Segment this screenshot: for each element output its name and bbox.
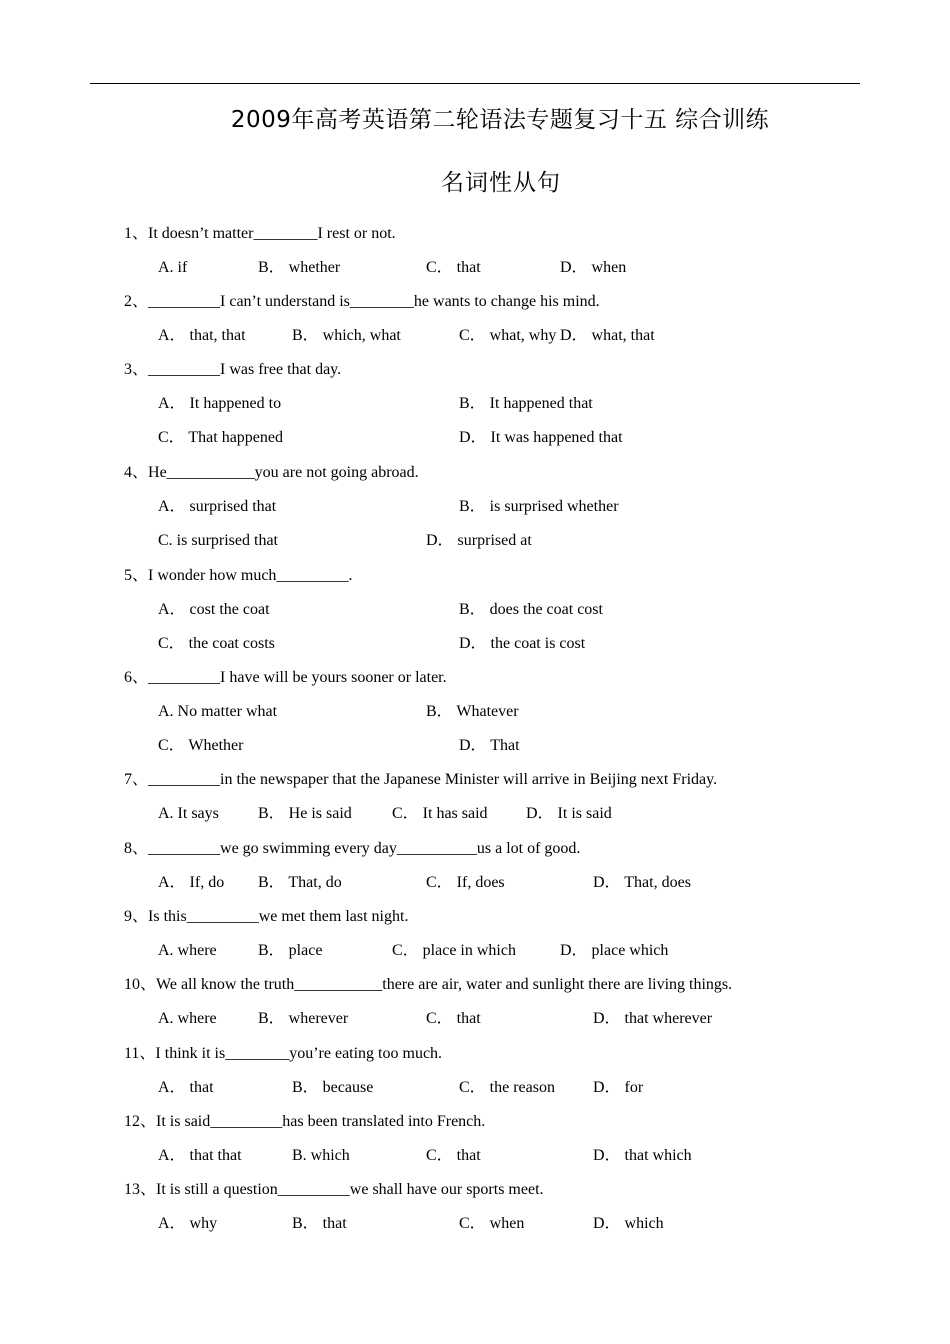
answer-option[interactable]: C． that bbox=[426, 259, 481, 276]
answer-option[interactable]: C． That happened bbox=[158, 429, 284, 446]
answer-option[interactable]: B． is surprised whether bbox=[459, 498, 619, 515]
answer-option[interactable]: A． cost the coat bbox=[158, 601, 270, 618]
answer-option[interactable]: C． that bbox=[426, 1010, 481, 1027]
answer-option[interactable]: B. which bbox=[292, 1147, 350, 1164]
answer-option[interactable]: B． place bbox=[258, 942, 323, 959]
answer-option[interactable]: D． surprised at bbox=[426, 532, 532, 549]
question-text: I can’t understand is bbox=[220, 293, 350, 310]
question-text: in the newspaper that the Japanese Minister will arrive in Beijing next Friday. bbox=[220, 771, 718, 788]
question-text: It doesn’t matter bbox=[148, 225, 254, 242]
question-stem bbox=[124, 907, 408, 927]
question-stem bbox=[124, 668, 447, 688]
answer-option[interactable]: C． when bbox=[459, 1215, 525, 1232]
answer-option[interactable]: A. It says bbox=[158, 805, 219, 822]
answer-option[interactable]: B． It happened that bbox=[459, 395, 593, 412]
answer-option[interactable]: A． It happened to bbox=[158, 395, 282, 412]
question-number: 12、 bbox=[124, 1113, 157, 1130]
answer-option[interactable]: D． what, that bbox=[560, 327, 655, 344]
answer-option[interactable]: B． He is said bbox=[258, 805, 352, 822]
answer-option[interactable]: A． surprised that bbox=[158, 498, 277, 515]
answer-option[interactable]: D． That bbox=[459, 737, 520, 754]
question-text: I wonder how much bbox=[148, 567, 277, 584]
question-text: . bbox=[348, 567, 353, 584]
question-stem bbox=[124, 566, 352, 586]
question-stem bbox=[124, 292, 600, 312]
question-number: 3、 bbox=[124, 361, 149, 378]
question-text: you are not going abroad. bbox=[254, 464, 419, 481]
question-text: has been translated into French. bbox=[282, 1113, 486, 1130]
answer-option[interactable]: D． It is said bbox=[526, 805, 612, 822]
answer-option[interactable]: A． If, do bbox=[158, 874, 225, 891]
answer-blank: ___________ bbox=[166, 464, 255, 481]
question-stem bbox=[124, 463, 419, 483]
answer-option[interactable]: A. where bbox=[158, 1010, 217, 1027]
question-number: 8、 bbox=[124, 840, 149, 857]
answer-option[interactable]: B． because bbox=[292, 1079, 374, 1096]
answer-option[interactable]: C． It has said bbox=[392, 805, 488, 822]
answer-option[interactable]: A. if bbox=[158, 259, 188, 276]
answer-option[interactable]: A. No matter what bbox=[158, 703, 278, 720]
answer-option[interactable]: C． that bbox=[426, 1147, 481, 1164]
question-number: 11、 bbox=[124, 1045, 156, 1062]
answer-option[interactable]: D． that wherever bbox=[593, 1010, 713, 1027]
question-text: we met them last night. bbox=[258, 908, 409, 925]
answer-blank: _________ bbox=[148, 361, 221, 378]
answer-option[interactable]: B． Whatever bbox=[426, 703, 519, 720]
answer-blank: _________ bbox=[277, 1181, 350, 1198]
question-number: 5、 bbox=[124, 567, 149, 584]
answer-option[interactable]: B． that bbox=[292, 1215, 347, 1232]
question-text: we go swimming every day bbox=[220, 840, 397, 857]
question-stem bbox=[124, 839, 580, 859]
answer-blank: ________ bbox=[349, 293, 414, 310]
answer-option[interactable]: C． the coat costs bbox=[158, 635, 275, 652]
answer-option[interactable]: D． the coat is cost bbox=[459, 635, 586, 652]
question-stem bbox=[124, 224, 396, 244]
answer-option[interactable]: B． wherever bbox=[258, 1010, 349, 1027]
question-text: there are air, water and sunlight there are living things. bbox=[382, 976, 733, 993]
question-text: He bbox=[148, 464, 167, 481]
question-number: 6、 bbox=[124, 669, 149, 686]
question-number: 10、 bbox=[124, 976, 157, 993]
question-text: I rest or not. bbox=[317, 225, 396, 242]
question-stem bbox=[124, 1112, 485, 1132]
answer-option[interactable]: D． that which bbox=[593, 1147, 692, 1164]
question-text: Is this bbox=[148, 908, 187, 925]
answer-option[interactable]: C． what, why bbox=[459, 327, 557, 344]
answer-option[interactable]: C． If, does bbox=[426, 874, 505, 891]
answer-option[interactable]: D． That, does bbox=[593, 874, 691, 891]
answer-option[interactable]: D． for bbox=[593, 1079, 644, 1096]
answer-option[interactable]: C． the reason bbox=[459, 1079, 555, 1096]
answer-blank: _________ bbox=[148, 771, 221, 788]
answer-option[interactable]: D． It was happened that bbox=[459, 429, 623, 446]
question-text: I have will be yours sooner or later. bbox=[220, 669, 447, 686]
answer-blank: _________ bbox=[148, 293, 221, 310]
question-text: us a lot of good. bbox=[476, 840, 581, 857]
question-text: we shall have our sports meet. bbox=[349, 1181, 544, 1198]
question-number: 13、 bbox=[124, 1181, 157, 1198]
answer-option[interactable]: A． why bbox=[158, 1215, 218, 1232]
question-text: you’re eating too much. bbox=[289, 1045, 443, 1062]
answer-option[interactable]: A. where bbox=[158, 942, 217, 959]
answer-option[interactable]: D． which bbox=[593, 1215, 664, 1232]
answer-option[interactable]: D． when bbox=[560, 259, 627, 276]
answer-option[interactable]: B． does the coat cost bbox=[459, 601, 603, 618]
answer-blank: _________ bbox=[210, 1113, 283, 1130]
question-text: We all know the truth bbox=[156, 976, 295, 993]
question-text: I think it is bbox=[155, 1045, 226, 1062]
question-number: 1、 bbox=[124, 225, 149, 242]
answer-option[interactable]: C． place in which bbox=[392, 942, 516, 959]
page-subtitle: 名词性从句 bbox=[441, 170, 561, 196]
question-stem bbox=[124, 360, 341, 380]
header-rule bbox=[90, 83, 860, 84]
answer-option[interactable]: A． that bbox=[158, 1079, 214, 1096]
answer-option[interactable]: B． which, what bbox=[292, 327, 401, 344]
question-number: 7、 bbox=[124, 771, 149, 788]
answer-blank: _________ bbox=[148, 840, 221, 857]
answer-option[interactable]: B． That, do bbox=[258, 874, 342, 891]
answer-option[interactable]: C. is surprised that bbox=[158, 532, 278, 549]
answer-blank: _________ bbox=[276, 567, 349, 584]
question-number: 4、 bbox=[124, 464, 149, 481]
answer-option[interactable]: A． that that bbox=[158, 1147, 242, 1164]
question-stem bbox=[124, 1180, 544, 1200]
question-stem bbox=[124, 975, 732, 995]
answer-blank: ________ bbox=[253, 225, 318, 242]
answer-blank: _________ bbox=[186, 908, 259, 925]
question-text: I was free that day. bbox=[220, 361, 342, 378]
question-stem bbox=[124, 770, 717, 790]
question-stem bbox=[124, 1044, 442, 1064]
answer-blank: ___________ bbox=[294, 976, 383, 993]
question-number: 9、 bbox=[124, 908, 149, 925]
answer-blank: _________ bbox=[148, 669, 221, 686]
question-number: 2、 bbox=[124, 293, 149, 310]
page-title: 2009年高考英语第二轮语法专题复习十五 综合训练 bbox=[230, 107, 770, 133]
question-text: It is still a question bbox=[156, 1181, 278, 1198]
answer-option[interactable]: D． place which bbox=[560, 942, 669, 959]
answer-option[interactable]: A． that, that bbox=[158, 327, 246, 344]
answer-option[interactable]: C． Whether bbox=[158, 737, 244, 754]
question-text: he wants to change his mind. bbox=[413, 293, 600, 310]
answer-blank: ________ bbox=[225, 1045, 290, 1062]
answer-blank: __________ bbox=[396, 840, 477, 857]
question-text: It is said bbox=[156, 1113, 211, 1130]
answer-option[interactable]: B． whether bbox=[258, 259, 341, 276]
